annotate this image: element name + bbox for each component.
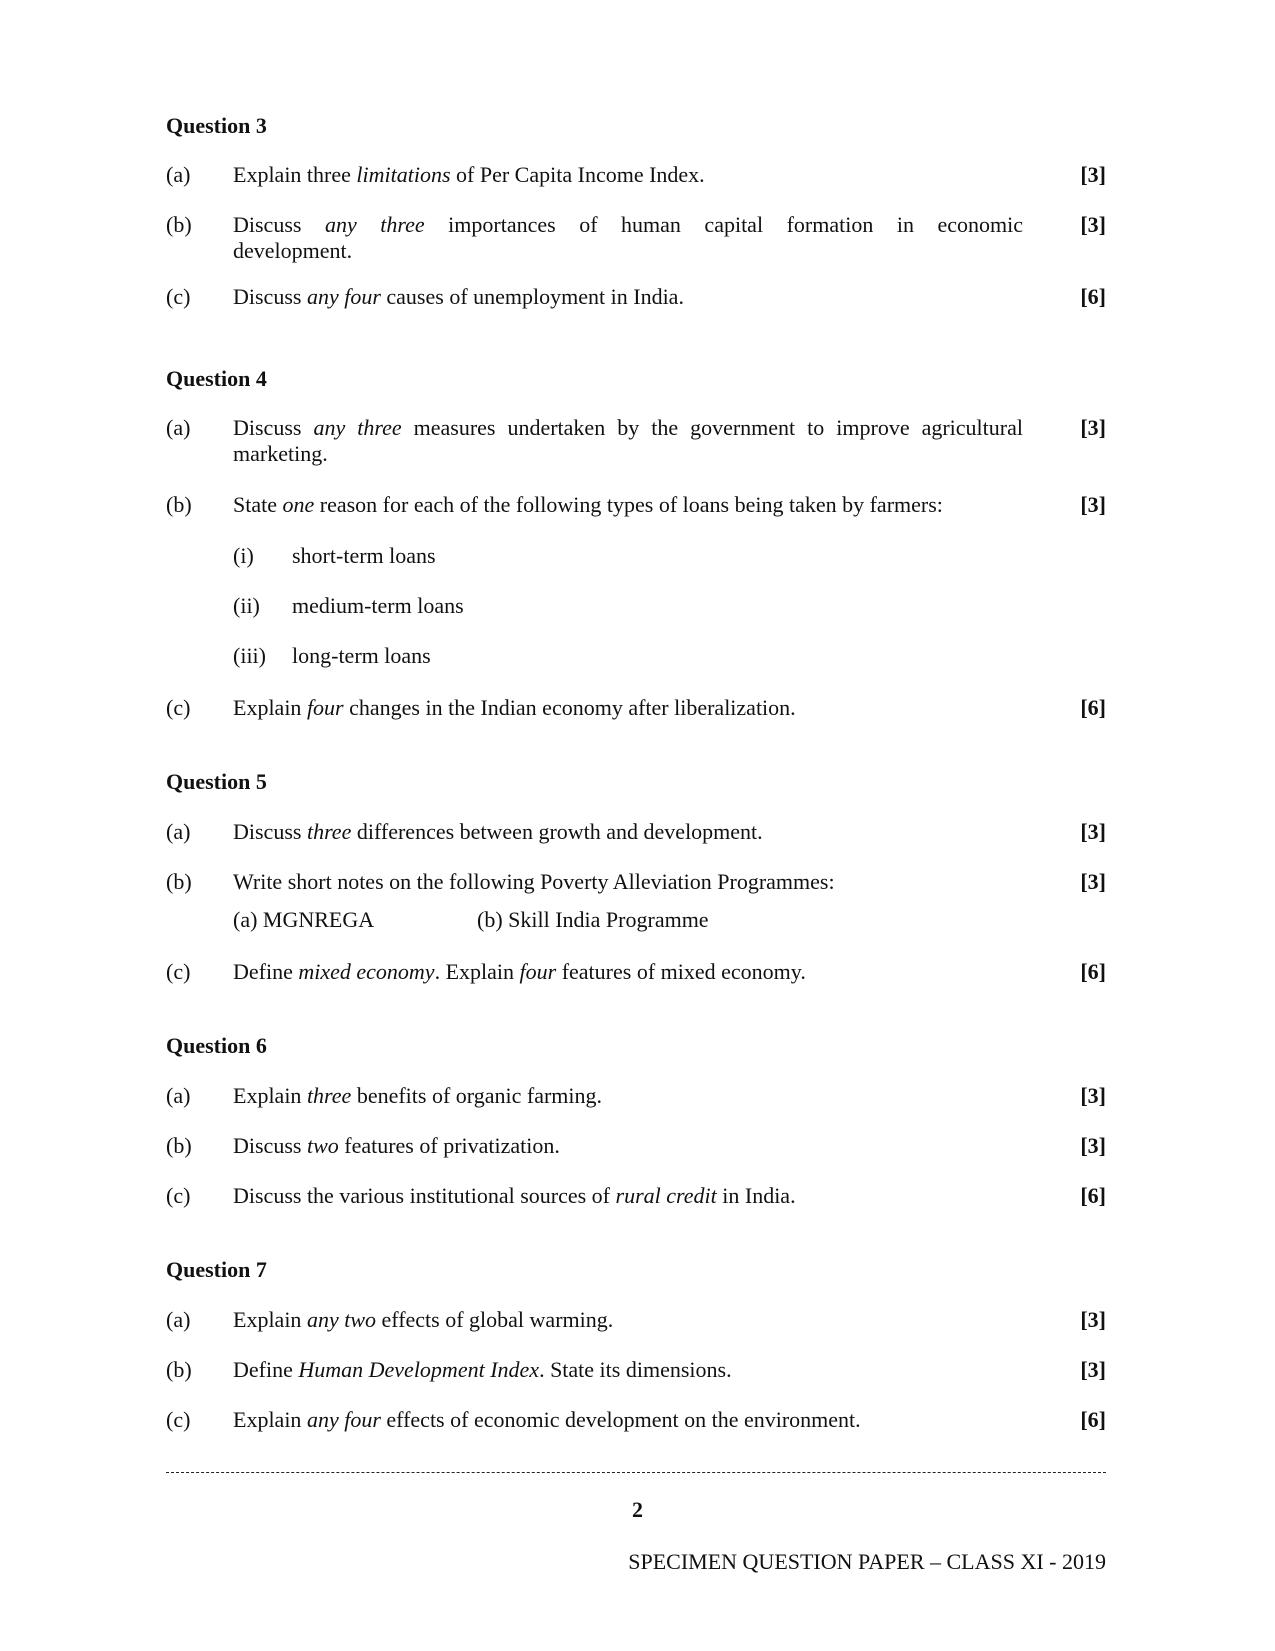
question-4-part-a bbox=[166, 415, 1106, 467]
sub-item-label: (ii) bbox=[233, 593, 260, 618]
marks: [6] bbox=[1080, 959, 1106, 984]
dashed-divider bbox=[166, 1472, 1106, 1473]
footer-title: SPECIMEN QUESTION PAPER – CLASS XI - 2019 bbox=[628, 1549, 1106, 1574]
question-3-part-b bbox=[166, 212, 1106, 264]
part-label: (a) bbox=[166, 162, 191, 187]
question-3-part-a bbox=[166, 162, 1106, 188]
part-label: (c) bbox=[166, 1407, 191, 1432]
page-number: 2 bbox=[632, 1497, 643, 1522]
part-label: (c) bbox=[166, 284, 191, 309]
marks: [3] bbox=[1080, 819, 1106, 844]
option-b: (b) Skill India Programme bbox=[477, 907, 709, 932]
part-text: Write short notes on the following Poverty Alleviation Programmes: bbox=[233, 869, 835, 894]
part-text: Define Human Development Index. State its dimensions. bbox=[233, 1357, 732, 1382]
marks: [6] bbox=[1080, 695, 1106, 720]
question-7-part-c bbox=[166, 1407, 1106, 1433]
question-7-part-a bbox=[166, 1307, 1106, 1333]
marks: [3] bbox=[1080, 1133, 1106, 1158]
part-label: (b) bbox=[166, 1357, 192, 1382]
question-4-part-c bbox=[166, 695, 1106, 721]
part-text: Discuss three differences between growth and development. bbox=[233, 819, 763, 844]
marks: [3] bbox=[1080, 162, 1106, 187]
part-label: (c) bbox=[166, 959, 191, 984]
part-text: Explain any two effects of global warming. bbox=[233, 1307, 614, 1332]
part-text: Define mixed economy. Explain four features of mixed economy. bbox=[233, 959, 806, 984]
part-label: (a) bbox=[166, 415, 191, 440]
marks: [6] bbox=[1080, 284, 1106, 309]
question-6-part-b bbox=[166, 1133, 1106, 1159]
sub-item-text: medium-term loans bbox=[292, 593, 464, 618]
part-label: (b) bbox=[166, 212, 192, 237]
part-label: (a) bbox=[166, 1083, 191, 1108]
part-label: (b) bbox=[166, 869, 192, 894]
part-text: Discuss any four causes of unemployment in India. bbox=[233, 284, 684, 309]
part-text: Explain any four effects of economic development on the environment. bbox=[233, 1407, 861, 1432]
part-text: Discuss any three importances of human capital formation in economic development. bbox=[233, 212, 1023, 263]
question-5-part-a bbox=[166, 819, 1106, 845]
question-4-heading: Question 4 bbox=[166, 366, 267, 391]
sub-item-text: long-term loans bbox=[292, 643, 431, 668]
marks: [3] bbox=[1080, 1357, 1106, 1382]
question-7-part-b bbox=[166, 1357, 1106, 1383]
sub-item-label: (i) bbox=[233, 543, 254, 568]
question-5-heading: Question 5 bbox=[166, 769, 267, 794]
question-5-part-b bbox=[166, 869, 1106, 935]
part-label: (c) bbox=[166, 1183, 191, 1208]
part-text: Discuss the various institutional sources of rural credit in India. bbox=[233, 1183, 796, 1208]
question-6-heading: Question 6 bbox=[166, 1033, 267, 1058]
question-5-part-c bbox=[166, 959, 1106, 985]
marks: [3] bbox=[1080, 492, 1106, 517]
part-text: State one reason for each of the following types of loans being taken by farmers: bbox=[233, 492, 943, 517]
marks: [3] bbox=[1080, 869, 1106, 894]
part-label: (b) bbox=[166, 1133, 192, 1158]
part-text: Discuss any three measures undertaken by the government to improve agricultural marketing. bbox=[233, 415, 1023, 466]
marks: [3] bbox=[1080, 415, 1106, 440]
option-a: (a) MGNREGA bbox=[233, 907, 375, 932]
sub-item-label: (iii) bbox=[233, 643, 266, 668]
question-6-part-c bbox=[166, 1183, 1106, 1209]
question-6-part-a bbox=[166, 1083, 1106, 1109]
part-label: (a) bbox=[166, 819, 191, 844]
question-4-part-b bbox=[166, 492, 1106, 518]
question-3-heading: Question 3 bbox=[166, 113, 267, 138]
part-label: (a) bbox=[166, 1307, 191, 1332]
marks: [3] bbox=[1080, 1307, 1106, 1332]
part-label: (c) bbox=[166, 695, 191, 720]
question-3-part-c bbox=[166, 284, 1106, 310]
part-text: Explain three limitations of Per Capita Income Index. bbox=[233, 162, 705, 187]
marks: [6] bbox=[1080, 1407, 1106, 1432]
marks: [3] bbox=[1080, 212, 1106, 237]
part-text: Explain three benefits of organic farming. bbox=[233, 1083, 603, 1108]
marks: [3] bbox=[1080, 1083, 1106, 1108]
sub-item-text: short-term loans bbox=[292, 543, 436, 568]
marks: [6] bbox=[1080, 1183, 1106, 1208]
part-text: Explain four changes in the Indian economy after liberalization. bbox=[233, 695, 796, 720]
part-label: (b) bbox=[166, 492, 192, 517]
question-7-heading: Question 7 bbox=[166, 1257, 267, 1282]
part-text: Discuss two features of privatization. bbox=[233, 1133, 560, 1158]
